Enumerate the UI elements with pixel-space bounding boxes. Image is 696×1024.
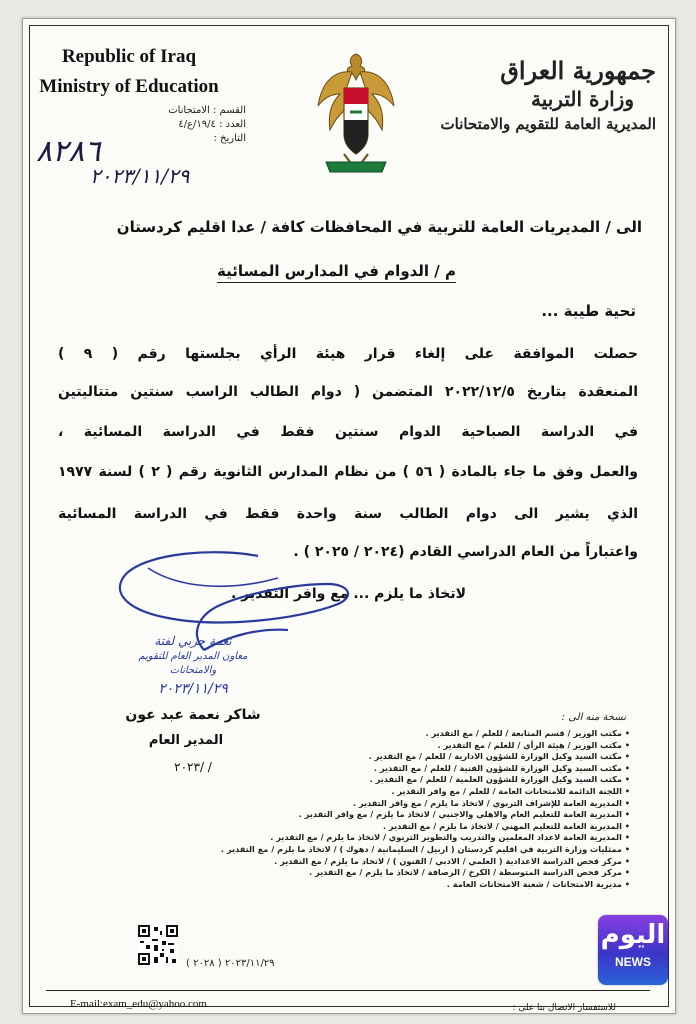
meta-section-label: القسم : — [212, 105, 246, 116]
director-name: شاكر نعمة عبد عون — [125, 707, 261, 723]
copy-item: • المديرية العامة للتعليم المهني / لاتخاذ ما يلزم / مع التقدير . — [270, 821, 630, 833]
copy-item: • مكتب السيد وكيل الوزارة للشؤون الادارية / للعلم / مع التقدير . — [270, 751, 630, 763]
copy-item: • المديرية العامة لاعداد المعلمين والتدريب والتطوير التربوي / لاتخاذ ما يلزم / مع التقدير . — [270, 832, 630, 844]
body-line-5: الذي يشير الى دوام الطالب سنة واحدة فقط في الدراسة المسائية — [58, 506, 638, 522]
copy-item: • المديرية العامة للتعليم العام والاهلي والاجنبي / لاتخاذ ما يلزم / مع وافر التقدير . — [270, 809, 630, 821]
header-en-ministry: Ministry of Education — [39, 76, 219, 97]
header-ar-ministry: وزارة التربية — [530, 87, 634, 111]
watermark-arabic: اليوم — [600, 920, 666, 950]
deputy-title: معاون المدير العام للتقويم والامتحانات — [138, 651, 248, 676]
header-english — [34, 42, 224, 102]
copy-item: • مكتب الوزير / قسم المتابعة / للعلم / مع التقدير . — [270, 728, 630, 740]
deputy-signature-block — [118, 632, 268, 700]
body-line-6: واعتباراً من العام الدراسي القادم (٢٠٢٤ / ٢٠٢٥ ) . — [293, 544, 638, 560]
deputy-date: ٢٠٢٣/١١/٢٩ — [158, 681, 228, 697]
header-en-country: Republic of Iraq — [61, 46, 197, 67]
copy-item: • اللجنة الدائمة للامتحانات العامة / للعلم / مع وافر التقدير . — [270, 786, 630, 798]
copy-item: • مديرية الامتحانات / شعبة الامتحانات العامة . — [270, 879, 630, 891]
copy-item: • مكتب السيد وكيل الوزارة للشؤون العلمية / للعلم / مع التقدير . — [270, 774, 630, 786]
meta-number-value: ١٩/٤/ع/٤ — [178, 119, 216, 130]
body-line-1: حصلت الموافقة على إلغاء قرار هيئة الرأي بجلستها رقم ( ٩ ) — [58, 346, 638, 362]
news-watermark-logo — [598, 915, 668, 985]
header-ar-directorate: المديرية العامة للتقويم والامتحانات — [440, 115, 656, 133]
handwritten-date: ٢٠٢٣/١١/٢٩ — [90, 164, 190, 188]
footer-divider — [46, 990, 650, 991]
header-ar-republic: جمهورية العراق — [500, 56, 656, 85]
copy-item: • المديرية العامة للإشراف التربوي / لاتخاذ ما يلزم / مع وافر التقدير . — [270, 798, 630, 810]
handwritten-number: ٨٢٨٦ — [36, 134, 101, 169]
footer-contact: للاستفسار الاتصال بنا على : — [512, 1003, 616, 1013]
body-line-3: في الدراسة الصباحية الدوام سنتين فقط في الدراسة المسائية ، — [58, 424, 638, 440]
copy-item: • ممثليات وزارة التربية في اقليم كردستان ( اربيل / السليمانية / دهوك ) / لاتخاذ ما يلزم / مع التقدير . — [270, 844, 630, 856]
copy-item: • مكتب السيد وكيل الوزارة للشؤون الفنية / للعلم / مع التقدير . — [270, 763, 630, 775]
director-title: المدير العام — [148, 733, 224, 748]
director-block — [118, 702, 268, 780]
footer-email: E-mail:exam_edu@yahoo.com — [70, 998, 207, 1010]
qr-code — [138, 925, 178, 965]
iraq-eagle-emblem — [316, 50, 396, 180]
meta-date-label: التاريخ : — [213, 133, 246, 144]
letter-subject: م / الدوام في المدارس المسائية — [217, 262, 456, 283]
body-line-2: المنعقدة بتاريخ ٢٠٢٢/١٢/٥ المتضمن ( دوام الطالب الراسب سنتين متتاليتين — [58, 384, 638, 400]
letter-closing: لاتخاذ ما يلزم ... مع وافر التقدير . — [231, 586, 466, 602]
letter-greeting: تحية طيبة ... — [541, 302, 636, 320]
copy-item: • مركز فحص الدراسة المتوسطة / الكرخ / الرصافة / لاتخاذ ما يلزم / مع التقدير . — [270, 867, 630, 879]
copy-item: • مركز فحص الدراسة الاعدادية ( العلمي / الادبي / الفنون ) / لاتخاذ ما يلزم / مع التقدير . — [270, 856, 630, 868]
watermark-news: NEWS — [615, 955, 651, 969]
letter-meta — [86, 104, 246, 146]
deputy-name: نعمة حربي لفتة — [154, 634, 232, 648]
director-date: / /٢٠٢٣ — [174, 760, 212, 774]
copies-title: نسخة منه الى : — [561, 712, 626, 723]
body-line-4: والعمل وفق ما جاء بالمادة ( ٥٦ ) من نظام المدارس الثانوية رقم ( ٢ ) لسنة ١٩٧٧ — [58, 464, 639, 480]
header-arabic — [416, 56, 656, 136]
meta-number-label: العدد : — [219, 119, 246, 130]
copies-list — [220, 728, 630, 890]
meta-section-value: الامتحانات — [168, 105, 210, 116]
letter-addressee: الى / المديريات العامة للتربية في المحافظات كافة / عدا اقليم كردستان — [116, 218, 642, 236]
copy-item: • مكتب الوزير / هيئة الرأي / للعلم / مع التقدير . — [270, 740, 630, 752]
document-footer-date: ٢٠٢٣/١١/٢٩ ( ٢٠٢٨ ) — [186, 958, 275, 969]
